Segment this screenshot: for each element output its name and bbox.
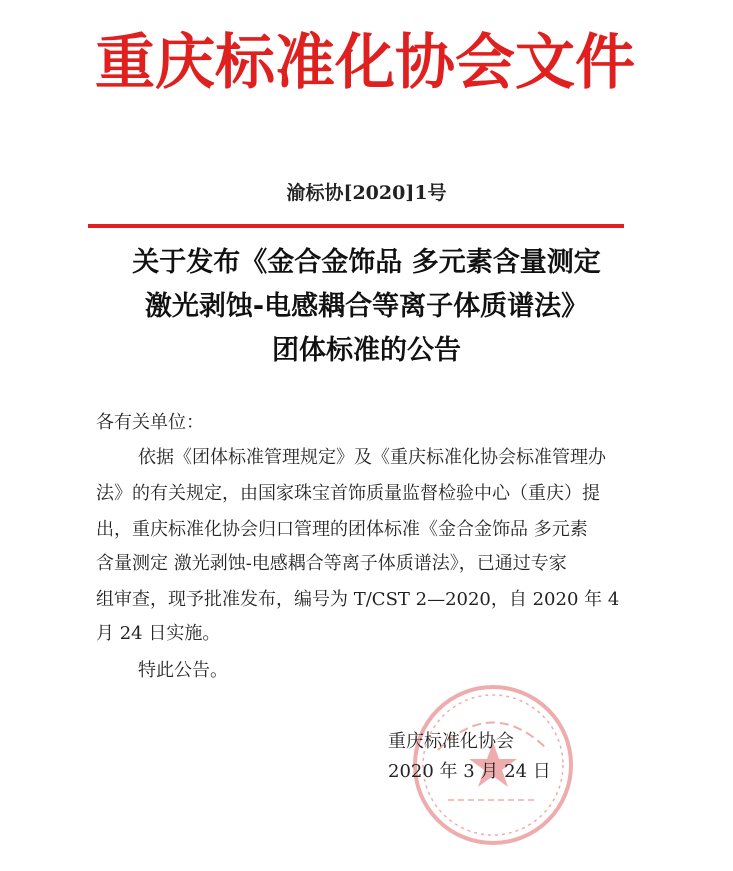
signature-organization: 重庆标准化协会 [388,731,514,752]
body-line-2: 法》的有关规定，由国家珠宝首饰质量监督检验中心（重庆）提 [96,483,600,504]
signature-date: 2020 年 3 月 24 日 [388,761,551,782]
body-line-5: 组审查，现予批准发布，编号为 T/CST 2—2020，自 2020 年 4 [96,589,620,610]
document-number: 渝标协[2020]1号 [286,182,447,204]
salutation: 各有关单位： [96,412,204,433]
body-line-3: 出，重庆标准化协会归口管理的团体标准《金合金饰品 多元素 [96,519,588,540]
red-divider-line [88,224,624,228]
body-line-6: 月 24 日实施。 [96,623,221,644]
notice-title-line-1: 关于发布《金合金饰品 多元素含量测定 [132,247,601,278]
notice-title-line-3: 团体标准的公告 [272,335,461,366]
notice-title-line-2: 激光剥蚀-电感耦合等离子体质谱法》 [144,291,589,322]
body-line-1: 依据《团体标准管理规定》及《重庆标准化协会标准管理办 [138,447,606,468]
body-line-4: 含量测定 激光剥蚀-电感耦合等离子体质谱法》，已通过专家 [96,553,567,574]
org-masthead-title: 重庆标准化协会文件 [95,28,635,98]
closing-text: 特此公告。 [138,660,228,681]
